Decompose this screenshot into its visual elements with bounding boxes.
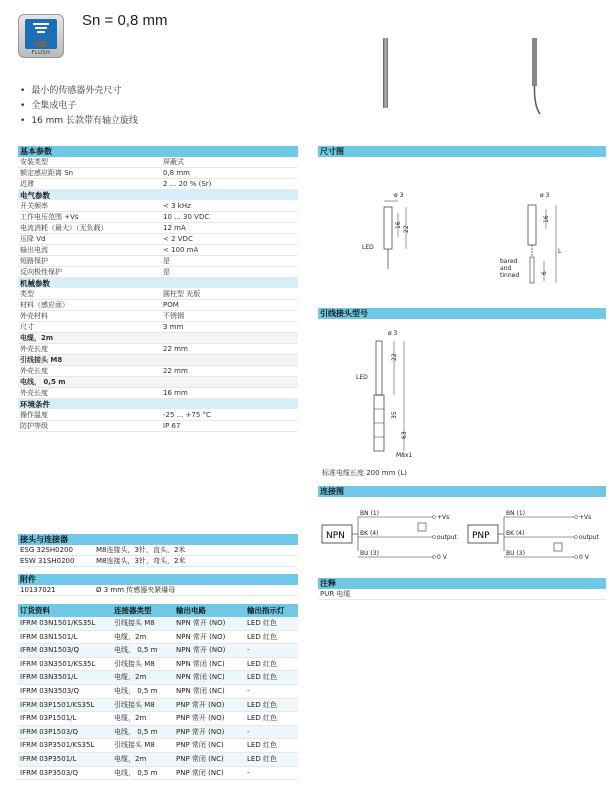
spec-key: 开关频率 — [20, 202, 48, 210]
order-cell: LED 红色 — [247, 741, 277, 750]
connector-code: ESW 31SH0200 — [20, 557, 75, 565]
order-cell: IFRM 03N1501/L — [20, 632, 78, 641]
flush-sensor-logo — [18, 14, 64, 58]
connector-drawing-header: 引线接头型号 — [318, 308, 606, 319]
order-cell: IFRM 03N3501/L — [20, 673, 78, 682]
pnp-bk-label: BK (4) — [506, 530, 525, 537]
spec-value: 是 — [163, 257, 170, 265]
pnp-0v-label: 0 V — [579, 554, 589, 561]
npn-label: NPN — [326, 531, 345, 541]
connector-code: ESG 32SH0200 — [20, 546, 73, 554]
spec-row — [18, 300, 298, 311]
spec-value: 2 ... 20 % (Sr) — [163, 180, 212, 188]
notes-text: PUR 电缆 — [320, 590, 351, 598]
order-cell: LED 红色 — [247, 673, 277, 682]
order-row — [18, 739, 298, 753]
spec-subheading: 电缆，2m — [20, 334, 54, 342]
spec-cable2m-header — [18, 333, 298, 344]
spec-value: 是 — [163, 268, 170, 276]
spec-basic-header: 基本参数 — [18, 146, 298, 157]
order-cell: NPN 常开 (NO) — [176, 646, 226, 655]
spec-key: 迟滞 — [20, 180, 34, 188]
connectors-header: 接头与连接器 — [18, 534, 298, 545]
npn-bn-label: BN (1) — [360, 510, 380, 517]
spec-subheading: 引线接头 M8 — [20, 356, 63, 364]
order-cell: 引线接头 M8 — [114, 700, 155, 709]
order-cell: 电线， 0,5 m — [114, 768, 158, 777]
npn-0v-label: 0 V — [437, 554, 447, 561]
wiring-diagram — [318, 497, 606, 569]
dim-d3-label-2: ø 3 — [540, 192, 550, 199]
order-table — [18, 604, 298, 780]
order-row — [18, 644, 298, 658]
spec-row — [18, 311, 298, 322]
order-cell: IFRM 03P1501/L — [20, 714, 77, 723]
notes-row — [318, 589, 606, 600]
spec-subheading: 电线， 0,5 m — [20, 378, 66, 386]
notes-header: 注释 — [318, 578, 606, 589]
conn-63-label: 63 — [401, 431, 408, 439]
order-cell: PNP 常闭 (NC) — [176, 741, 224, 750]
order-cell: 引线接头 M8 — [114, 659, 155, 668]
order-cell: 引线接头 M8 — [114, 619, 155, 627]
order-cell: IFRM 03P3503/Q — [20, 768, 79, 777]
spec-value: 圆柱型 光版 — [163, 290, 201, 298]
conn-d3-label: ø 3 — [388, 330, 398, 337]
spec-row — [18, 245, 298, 256]
npn-bk-label: BK (4) — [360, 530, 379, 537]
spec-value: < 3 kHz — [163, 202, 191, 210]
spec-cable05-header — [18, 377, 298, 388]
connector-desc: M8连接头，3针，弯头，2米 — [96, 557, 186, 565]
spec-table — [18, 146, 298, 432]
wiring-header: 连接图 — [318, 486, 606, 497]
accessory-code: 10137021 — [20, 586, 56, 594]
npn-output-label: output — [437, 534, 457, 541]
accessory-desc: Ø 3 mm 传感器夹紧爆母 — [96, 586, 176, 594]
spec-key: 工作电压范围 +Vs — [20, 213, 79, 221]
spec-value: 10 ... 30 VDC — [163, 213, 210, 221]
conn-led-label: LED — [356, 374, 368, 381]
order-row — [18, 617, 298, 631]
spec-row — [18, 223, 298, 234]
order-cell: PNP 常开 (NO) — [176, 714, 225, 723]
order-row — [18, 699, 298, 713]
spec-key: 外壳长度 — [20, 389, 48, 397]
order-col-header: 连接器类型 — [114, 606, 152, 615]
order-cell: 引线接头 M8 — [114, 741, 155, 750]
order-cell: IFRM 03P3501/L — [20, 754, 77, 763]
order-row — [18, 685, 298, 699]
spec-value: < 2 VDC — [163, 235, 193, 243]
spec-value: 22 mm — [163, 345, 188, 353]
connector-row — [18, 556, 298, 567]
spec-row — [18, 322, 298, 333]
dim-16-label: 16 — [395, 221, 402, 229]
order-cell: PNP 常开 (NO) — [176, 727, 225, 736]
order-cell: NPN 常开 (NO) — [176, 632, 226, 641]
pnp-bn-label: BN (1) — [506, 510, 526, 517]
spec-value: 0,8 mm — [163, 169, 190, 177]
feature-item: • 全集成电子 — [20, 99, 138, 114]
wiring-panel — [318, 486, 606, 571]
spec-key: 操作温度 — [20, 411, 48, 419]
feature-item: • 16 mm 长款带有轴立旋线 — [20, 114, 138, 129]
order-cell: PNP 常闭 (NC) — [176, 768, 224, 777]
spec-value: < 100 mA — [163, 246, 199, 254]
order-col-header: 输出指示灯 — [247, 606, 285, 615]
order-cell: LED 红色 — [247, 754, 277, 763]
spec-row — [18, 256, 298, 267]
notes-panel — [318, 578, 606, 600]
order-cell: NPN 常闭 (NC) — [176, 686, 225, 695]
dim-16-label-2: 16 — [543, 215, 550, 223]
order-cell: 电线， 0,5 m — [114, 686, 158, 695]
order-cell: NPN 常开 (NO) — [176, 619, 226, 627]
pnp-vs-label: +Vs — [579, 514, 592, 521]
spec-value: 不锈钢 — [163, 312, 184, 320]
order-row — [18, 726, 298, 740]
order-cell: IFRM 03N3501/KS35L — [20, 659, 96, 668]
order-cell: LED 红色 — [247, 700, 277, 709]
spec-electrical-header: 电气参数 — [18, 190, 298, 201]
dim-tinned-label: tinned — [500, 272, 520, 279]
order-cell: 电缆，2m — [114, 754, 147, 763]
conn-35-label: 35 — [391, 411, 398, 419]
order-row — [18, 631, 298, 645]
order-cell: 电缆，2m — [114, 673, 147, 682]
order-row — [18, 712, 298, 726]
spec-key: 短路保护 — [20, 257, 48, 265]
spec-key: 尺寸 — [20, 323, 34, 331]
order-cell: NPN 常闭 (NC) — [176, 673, 225, 682]
order-table-body — [18, 617, 298, 780]
order-cell: IFRM 03P3501/KS35L — [20, 741, 95, 750]
order-table-header — [18, 604, 298, 617]
order-cell: NPN 常闭 (NC) — [176, 659, 225, 668]
dim-d3-label: ø 3 — [394, 192, 404, 199]
order-row — [18, 671, 298, 685]
connector-drawing-panel — [318, 308, 606, 461]
dim-bared-label: bared — [500, 258, 518, 265]
order-cell: LED 红色 — [247, 619, 277, 627]
order-cell: 电缆，2m — [114, 632, 147, 641]
dim-led-label: LED — [362, 244, 374, 251]
order-cell: - — [247, 727, 250, 736]
dim-and-label: and — [500, 265, 512, 272]
spec-key: 安装类型 — [20, 158, 48, 166]
order-cell: 电线， 0,5 m — [114, 646, 158, 655]
spec-key: 输出电流 — [20, 246, 48, 254]
order-cell: - — [247, 768, 250, 777]
spec-row — [18, 344, 298, 355]
spec-row — [18, 168, 298, 179]
order-cell: IFRM 03P1503/Q — [20, 727, 79, 736]
spec-row — [18, 366, 298, 377]
feature-item: • 最小的传感器外壳尺寸 — [20, 84, 138, 99]
order-cell: IFRM 03N1501/KS35L — [20, 619, 96, 627]
order-cell: LED 红色 — [247, 632, 277, 641]
accessories-table — [18, 574, 298, 596]
npn-vs-label: +Vs — [437, 514, 450, 521]
dimension-panel — [318, 146, 606, 289]
spec-row — [18, 421, 298, 432]
sensor-photo-wire — [520, 36, 550, 116]
basic-rows — [18, 157, 298, 190]
connector-row — [18, 545, 298, 556]
order-cell: 电缆，2m — [114, 714, 147, 723]
dimension-header: 尺寸图 — [318, 146, 606, 157]
spec-row — [18, 179, 298, 190]
logo-label: FLUSH — [31, 50, 51, 56]
spec-m8-header — [18, 355, 298, 366]
spec-row — [18, 157, 298, 168]
npn-bu-label: BU (3) — [360, 550, 379, 557]
accessory-row — [18, 585, 298, 596]
spec-row — [18, 410, 298, 421]
page-title: Sn = 0,8 mm — [82, 12, 168, 29]
pnp-bu-label: BU (3) — [506, 550, 525, 557]
dim-22-label: 22 — [403, 225, 410, 233]
spec-mechanical-header: 机械参数 — [18, 278, 298, 289]
order-cell: - — [247, 646, 250, 655]
spec-env-header: 环境条件 — [18, 399, 298, 410]
order-cell: IFRM 03N3503/Q — [20, 686, 80, 695]
order-cell: PNP 常闭 (NC) — [176, 754, 224, 763]
spec-value: 屏蔽式 — [163, 158, 184, 166]
spec-row — [18, 388, 298, 399]
spec-row — [18, 267, 298, 278]
order-row — [18, 658, 298, 672]
dimension-drawing — [318, 157, 606, 287]
spec-key: 额定感应距离 Sn — [20, 169, 74, 177]
order-cell: 电线， 0,5 m — [114, 727, 158, 736]
order-cell: IFRM 03P1501/KS35L — [20, 700, 95, 709]
connector-desc: M8连接头，3针，直头，2米 — [96, 546, 186, 554]
spec-row — [18, 289, 298, 300]
sensor-icon — [25, 19, 57, 49]
connectors-table — [18, 534, 298, 567]
spec-row — [18, 212, 298, 223]
conn-m8-label: M8x1 — [396, 452, 413, 459]
spec-row — [18, 234, 298, 245]
spec-value: -25 ... +75 °C — [163, 411, 211, 419]
spec-key: 反向极性保护 — [20, 268, 62, 276]
spec-value: IP 67 — [163, 422, 181, 430]
order-cell: IFRM 03N1503/Q — [20, 646, 80, 655]
spec-value: 22 mm — [163, 367, 188, 375]
spec-key: 电流消耗（最大）（无负载） — [20, 224, 108, 232]
connector-drawing — [318, 319, 606, 459]
spec-key: 类型 — [20, 290, 34, 298]
accessories-header: 附件 — [18, 574, 298, 585]
conn-22-label: 22 — [391, 353, 398, 361]
order-row — [18, 753, 298, 767]
spec-value: 12 mA — [163, 224, 186, 232]
spec-key: 外壳材料 — [20, 312, 48, 320]
spec-key: 压降 Vd — [20, 235, 46, 243]
order-cell: LED 红色 — [247, 714, 277, 723]
dim-l-label: L — [558, 248, 562, 255]
feature-list — [20, 84, 138, 129]
order-cell: LED 红色 — [247, 659, 277, 668]
dim-6-label: 6 — [541, 271, 548, 275]
pnp-label: PNP — [472, 531, 490, 541]
sensor-photo-cable — [383, 38, 388, 108]
spec-key: 外壳长度 — [20, 367, 48, 375]
spec-value: 3 mm — [163, 323, 184, 331]
spec-value: POM — [163, 301, 179, 309]
order-col-header: 输出电路 — [176, 606, 206, 615]
order-row — [18, 767, 298, 781]
spec-key: 防护等级 — [20, 422, 48, 430]
spec-key: 外壳长度 — [20, 345, 48, 353]
pnp-output-label: output — [579, 534, 599, 541]
spec-key: 材料（感应面） — [20, 301, 69, 309]
spec-row — [18, 201, 298, 212]
order-col-header: 订货资料 — [20, 606, 50, 615]
cable-length-note: 标准电缆长度 200 mm (L) — [322, 469, 408, 477]
spec-value: 16 mm — [163, 389, 188, 397]
order-cell: PNP 常开 (NO) — [176, 700, 225, 709]
order-cell: - — [247, 686, 250, 695]
